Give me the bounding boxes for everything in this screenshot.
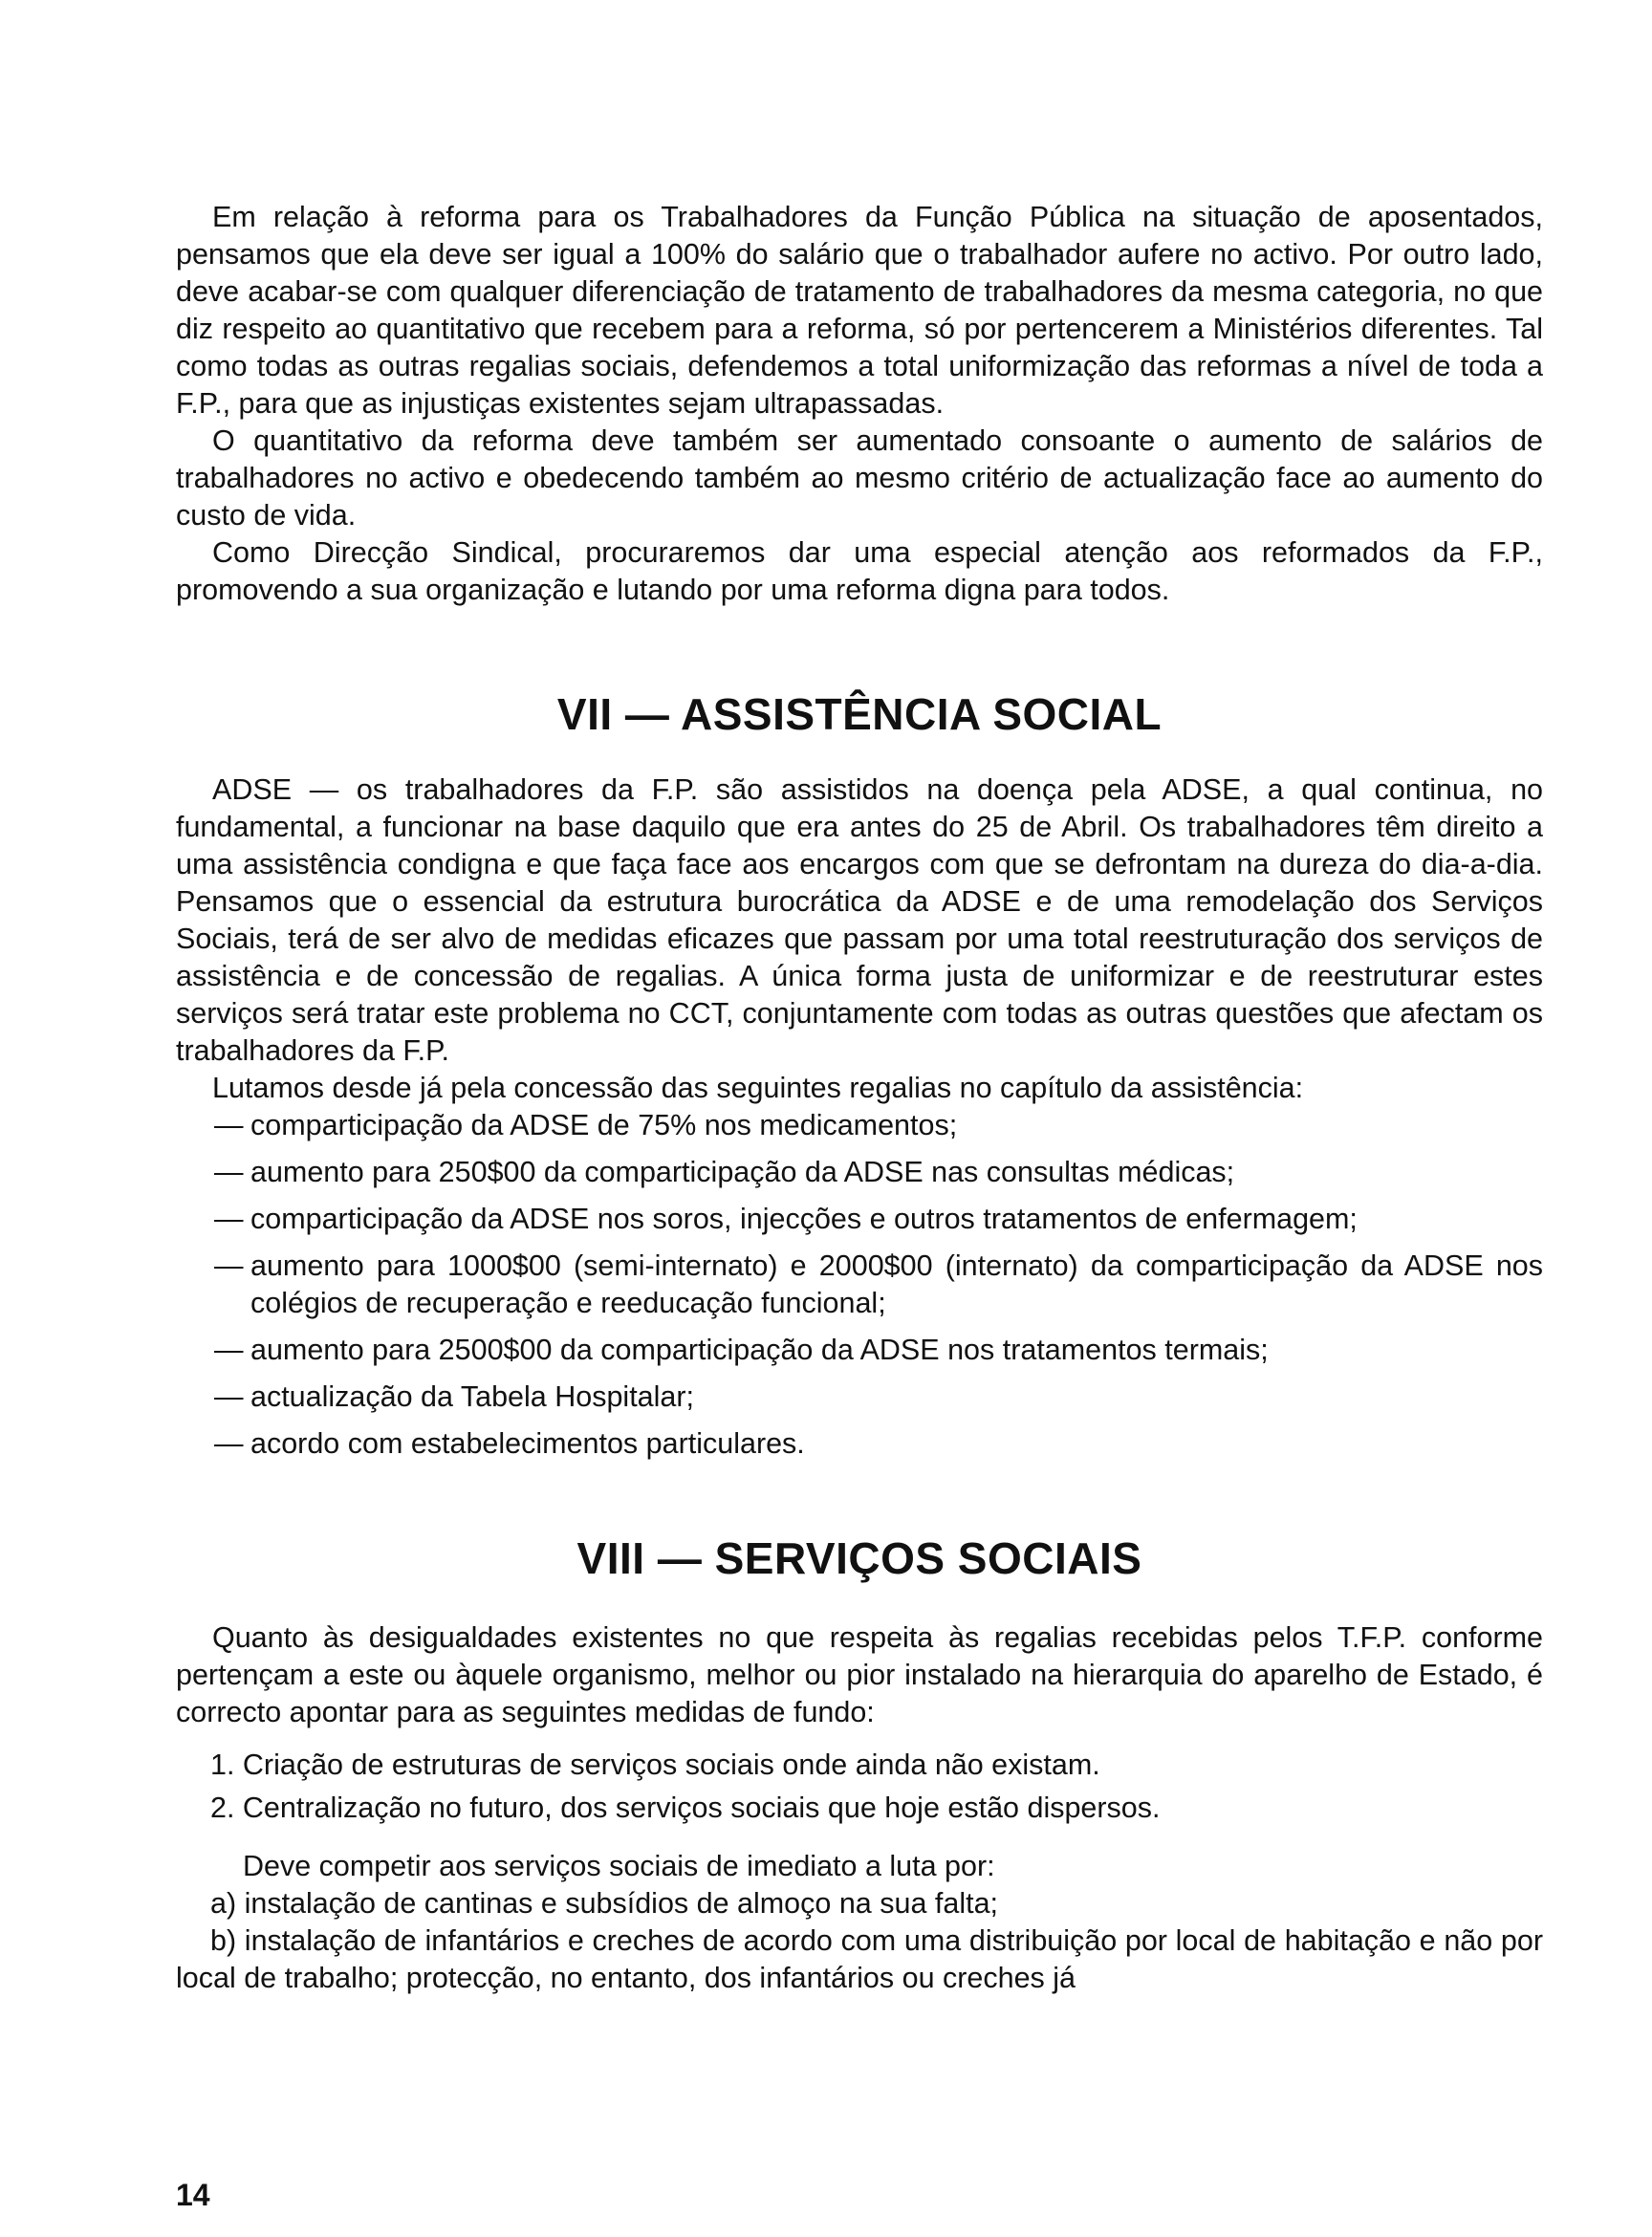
dash-marker: — [214,1156,244,1188]
numbered-item: 1. Criação de estruturas de serviços sociais onde ainda não existam. [210,1748,1100,1781]
paragraph-regalias-intro: Lutamos desde já pela concessão das seguintes regalias no capítulo da assistência: [212,1072,1304,1104]
dash-marker: — [214,1427,244,1460]
list-item [176,1154,1543,1191]
paragraph-reforma-2: O quantitativo da reforma deve também ser aumentado consoante o aumento de salários de trabalhadores no activo e obedecendo também ao mesmo critério de actualização face ao aumento do custo de vida. [176,424,1543,532]
paragraph-competir: Deve competir aos serviços sociais de imediato a luta por: [243,1850,995,1882]
heading-servicos-sociais: VIII — SERVIÇOS SOCIAIS [576,1533,1142,1583]
item-a-cantinas: a) instalação de cantinas e subsídios de almoço na sua falta; [210,1887,999,1920]
paragraph-desigualdades: Quanto às desigualdades existentes no que respeita às regalias recebidas pelos T.F.P. conforme pertençam a este ou àquele organismo, melhor ou pior instalado na hierarquia do aparelho de Estado, é correcto apontar para as seguintes medidas de fundo: [176,1621,1543,1728]
dash-marker: — [214,1249,244,1282]
list-item-text: comparticipação da ADSE de 75% nos medicamentos; [250,1109,958,1141]
list-item [176,1201,1543,1238]
list-item-text: comparticipação da ADSE nos soros, injecções e outros tratamentos de enfermagem; [250,1203,1358,1235]
list-item [176,1332,1543,1369]
dash-marker: — [214,1380,244,1413]
numbered-item: 2. Centralização no futuro, dos serviços sociais que hoje estão dispersos. [210,1792,1161,1824]
dash-marker: — [214,1334,244,1366]
list-item-text: acordo com estabelecimentos particulares. [250,1427,805,1460]
item-b-infantarios: b) instalação de infantários e creches de acordo com uma distribuição por local de habitação e não por local de trabalho; protecção, no entanto, dos infantários ou creches já [176,1924,1543,1994]
list-item [176,1107,1543,1144]
list-item [176,1248,1543,1322]
dash-marker: — [214,1203,244,1235]
paragraph-adse: ADSE — os trabalhadores da F.P. são assistidos na doença pela ADSE, a qual continua, no fundamental, a funcionar na base daquilo que era antes do 25 de Abril. Os trabalhadores têm direito a uma assistência condigna e que faça face aos encargos com que se defrontam na dureza do dia-a-dia. Pensamos que o essencial da estrutura burocrática da ADSE e de uma remodelação dos Serviços Sociais, terá de ser alvo de medidas eficazes que passam por uma total reestruturação dos serviços de assistência e de concessão de regalias. A única forma justa de uniformizar e de reestruturar estes serviços será tratar este problema no CCT, conjuntamente com todas as outras questões que afectam os trabalhadores da F.P. [176,773,1543,1067]
page-number: 14 [176,2178,210,2212]
list-item-text: aumento para 1000$00 (semi-internato) e 2000$00 (internato) da comparticipação da ADSE nos colégios de recuperação e reeducação funcional; [250,1249,1543,1319]
list-item-text: aumento para 2500$00 da comparticipação da ADSE nos tratamentos termais; [250,1334,1269,1366]
paragraph-reforma-1: Em relação à reforma para os Trabalhadores da Função Pública na situação de aposentados, pensamos que ela deve ser igual a 100% do salário que o trabalhador aufere no activo. Por outro lado, deve acabar-se com qualquer diferenciação de tratamento de trabalhadores da mesma categoria, no que diz respeito ao quantitativo que recebem para a reforma, só por pertencerem a Ministérios diferentes. Tal como todas as outras regalias sociais, defendemos a total uniformização das reformas a nível de toda a F.P., para que as injustiças existentes sejam ultrapassadas. [176,201,1543,420]
paragraph-reforma-3: Como Direcção Sindical, procuraremos dar uma especial atenção aos reformados da F.P., promovendo a sua organização e lutando por uma reforma digna para todos. [176,536,1543,606]
list-item-text: actualização da Tabela Hospitalar; [250,1380,695,1413]
list-item-text: aumento para 250$00 da comparticipação da ADSE nas consultas médicas; [250,1156,1235,1188]
medidas-list [176,1747,1543,1827]
list-item [176,1379,1543,1416]
list-item [176,1425,1543,1463]
document-page [176,199,1543,1997]
dash-marker: — [214,1109,244,1141]
regalias-list [176,1107,1543,1463]
heading-assistencia-social: VII — ASSISTÊNCIA SOCIAL [556,689,1163,739]
